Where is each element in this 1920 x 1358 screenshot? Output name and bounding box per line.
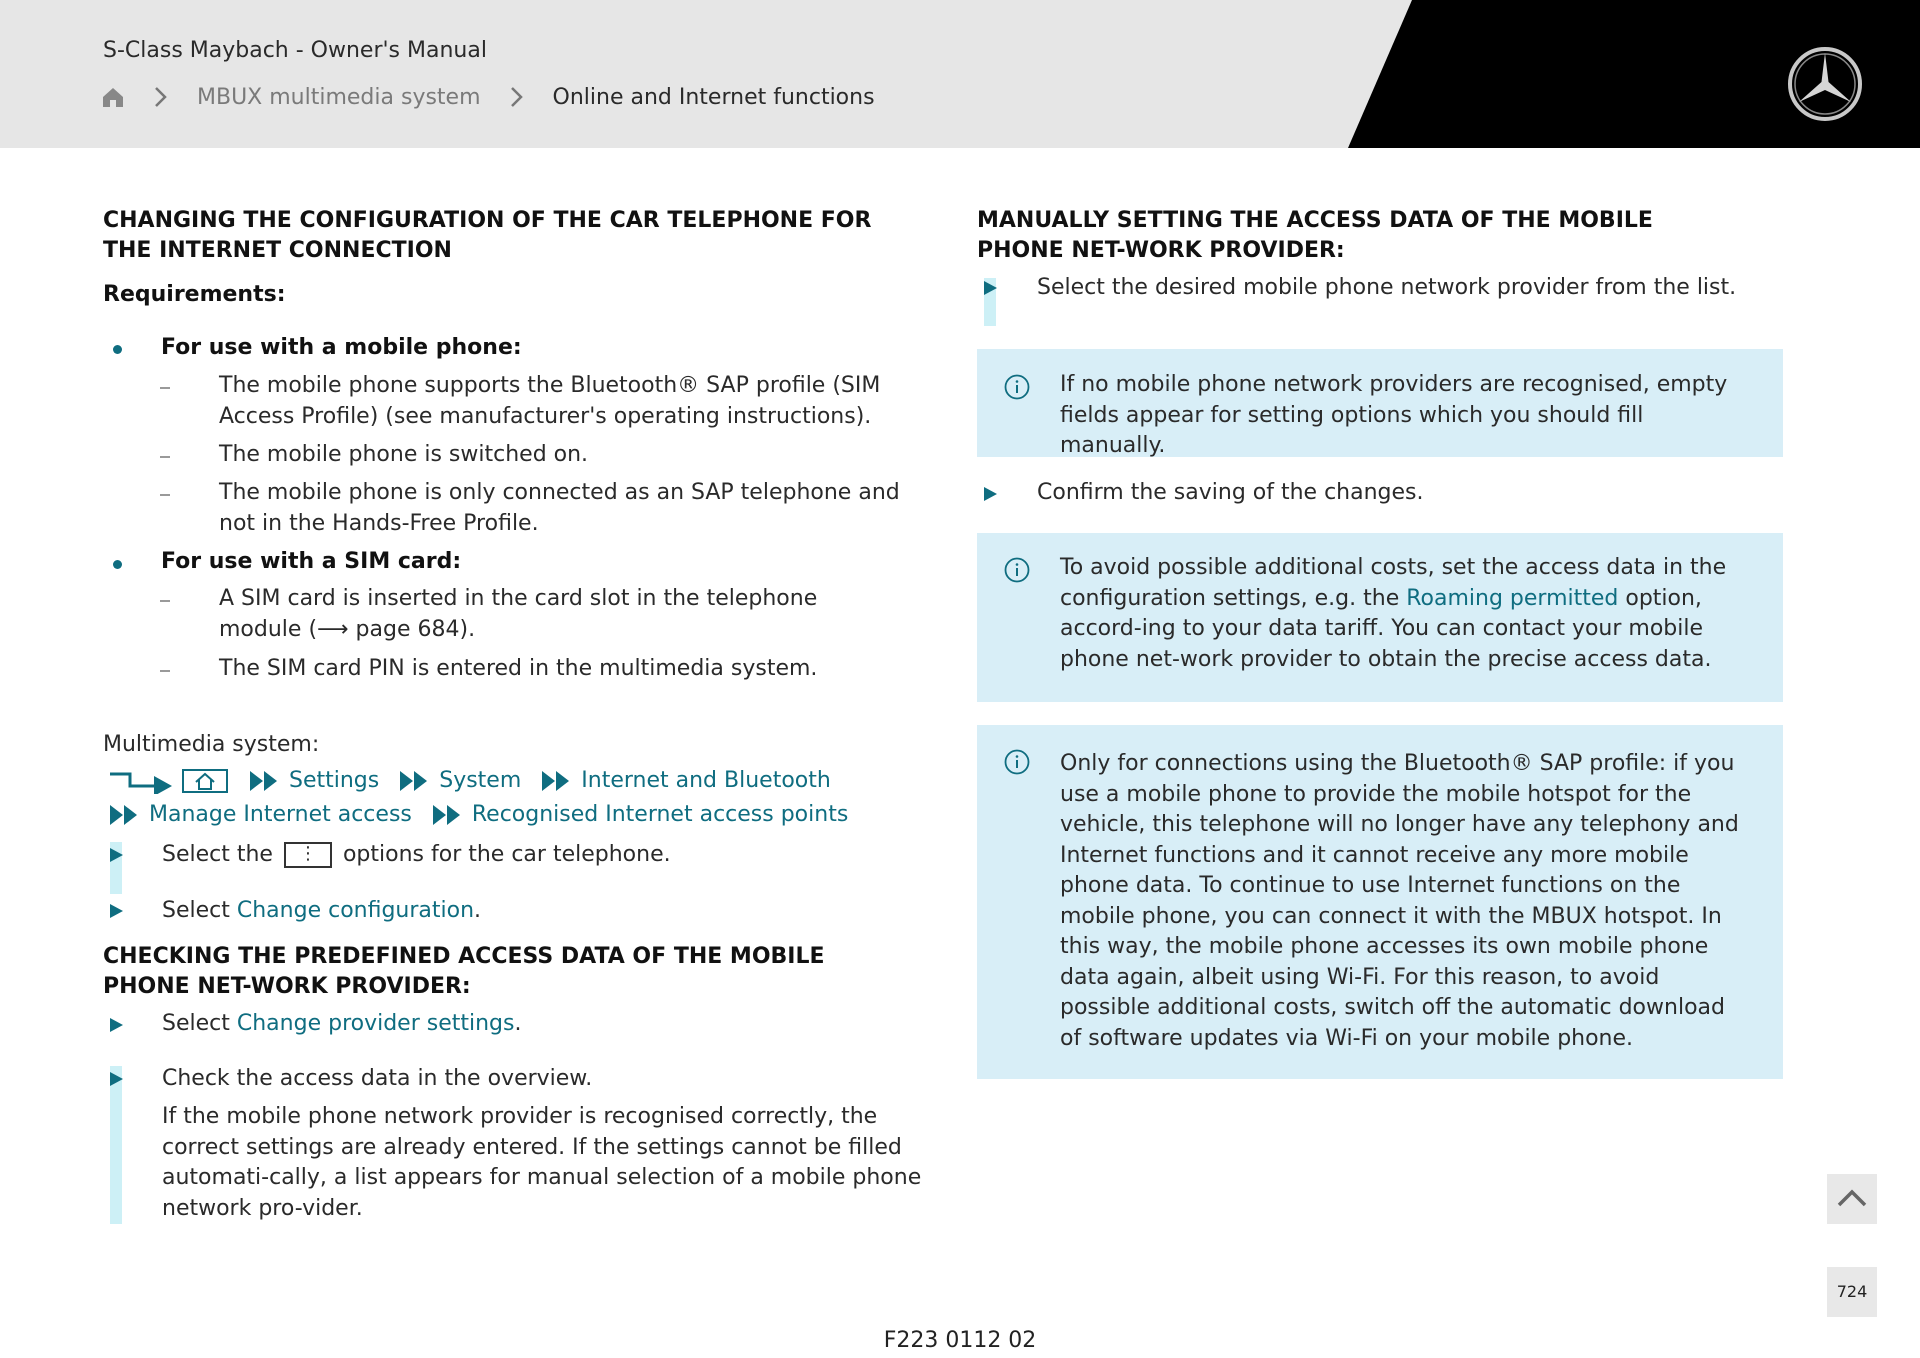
step-arrow-icon (110, 1018, 123, 1032)
fast-forward-icon (108, 803, 142, 827)
document-title: S-Class Maybach - Owner's Manual (103, 38, 487, 63)
step-text: Select the (162, 842, 273, 867)
fast-forward-icon (540, 769, 574, 793)
dash-marker (160, 670, 170, 672)
scroll-to-top-button[interactable] (1827, 1174, 1877, 1224)
multimedia-system-label: Multimedia system: (103, 732, 320, 757)
header-black-panel (0, 0, 1920, 148)
chevron-up-icon (1827, 1174, 1877, 1224)
roaming-permitted-link[interactable]: Roaming permitted (1406, 585, 1619, 611)
navigation-path-line2 (108, 800, 928, 831)
section-heading-manual: MANUALLY SETTING THE ACCESS DATA OF THE MOBILE PHONE NET-WORK PROVIDER: (977, 208, 1653, 263)
requirement-item: A SIM card is inserted in the card slot in the telephone module (⟶ page 684). (219, 586, 818, 642)
mercedes-star-icon (1787, 46, 1863, 122)
info-text: Only for connections using the Bluetooth® SAP profile: if you use a mobile phone to provide the mobile hotspot for the vehicle, this telephone will no longer have any telephony and Internet functions and it cannot receive any more mobile phone data. To continue to use Internet functions on the mobile phone, you can connect it with the MBUX hotspot. In this way, the mobile phone accesses its own mobile phone data again, albeit using Wi-Fi. For this reason, to avoid possible additional costs, switch off the automatic download of software updates via Wi-Fi on your mobile phone. (1060, 751, 1739, 1051)
requirement-item: The SIM card PIN is entered in the multimedia system. (219, 656, 818, 681)
step-check-access-data: Check the access data in the overview. (162, 1066, 593, 1091)
more-options-icon[interactable]: ⋮ (284, 842, 332, 868)
requirement-item: The mobile phone is only connected as an SAP telephone and not in the Hands-Free Profile. (219, 480, 900, 536)
step-arrow-icon (984, 281, 997, 295)
info-box-additional-costs (977, 533, 1783, 702)
info-text-part: option, accord-ing to your data tariff. You can contact your mobile phone net-work provider to obtain the precise access data. (1060, 585, 1712, 672)
step-bar (110, 1066, 122, 1224)
step-text: . (514, 1011, 522, 1036)
fast-forward-icon (398, 769, 432, 793)
info-box-empty-fields (977, 349, 1783, 457)
info-icon (1004, 749, 1030, 775)
info-text: If no mobile phone network providers are recognised, empty fields appear for setting options which you should fill manually. (1060, 372, 1728, 458)
section-heading-checking: CHECKING THE PREDEFINED ACCESS DATA OF THE MOBILE PHONE NET-WORK PROVIDER: (103, 944, 825, 999)
navigation-path (108, 766, 928, 797)
section-heading-config: CHANGING THE CONFIGURATION OF THE CAR TELEPHONE FOR THE INTERNET CONNECTION (103, 208, 872, 263)
requirement-item: The mobile phone is switched on. (219, 442, 589, 467)
step-arrow-icon (110, 1072, 123, 1086)
step-text: . (474, 898, 482, 923)
header-bar (0, 0, 1920, 148)
step-text: Select (162, 898, 237, 923)
path-item-system[interactable]: System (439, 768, 522, 793)
info-icon (1004, 557, 1030, 583)
path-start-arrow-icon (108, 768, 174, 794)
dash-marker (160, 494, 170, 496)
footer-code: F223 0112 02 (883, 1328, 1037, 1353)
step-text: Select (162, 1011, 237, 1036)
step-check-detail: If the mobile phone network provider is recognised correctly, the correct settings are already entered. If the settings cannot be filled automati-cally, a list appears for manual selection of a mobile phone network pro-vider. (162, 1104, 922, 1221)
info-text-part: To avoid possible additional costs, set the access data in the configuration settings, e.g. the (1060, 555, 1727, 611)
home-icon[interactable] (101, 85, 125, 109)
bullet-marker (113, 345, 122, 354)
info-box-hotspot (977, 725, 1783, 1079)
mobile-phone-label: For use with a mobile phone: (161, 335, 522, 360)
info-text (1060, 553, 1750, 675)
step-select-provider: Select the desired mobile phone network provider from the list. (1037, 275, 1737, 300)
bullet-marker (113, 560, 122, 569)
breadcrumb-item-current: Online and Internet functions (552, 84, 875, 110)
step-select-options (162, 840, 922, 871)
path-item-settings[interactable]: Settings (289, 768, 380, 793)
dash-marker (160, 600, 170, 602)
sim-card-label: For use with a SIM card: (161, 549, 462, 574)
breadcrumb (101, 80, 875, 114)
info-icon (1004, 374, 1030, 400)
step-arrow-icon (984, 487, 997, 501)
fast-forward-icon (431, 803, 465, 827)
chevron-right-icon (509, 85, 525, 109)
change-configuration-link[interactable]: Change configuration (236, 898, 475, 923)
requirement-item (219, 371, 919, 432)
step-arrow-icon (110, 848, 123, 862)
step-change-configuration (162, 896, 481, 927)
breadcrumb-item-mbux[interactable]: MBUX multimedia system (197, 84, 481, 110)
path-item-recognised-access-points[interactable]: Recognised Internet access points (471, 802, 849, 827)
path-item-internet-bluetooth[interactable]: Internet and Bluetooth (581, 768, 831, 793)
requirement-sap-text: The mobile phone supports the Bluetooth® SAP profile (SIM Access Profile) (see manufacturer's operating instructions). (219, 373, 881, 429)
home-button-icon[interactable] (181, 768, 229, 794)
step-confirm-saving: Confirm the saving of the changes. (1037, 480, 1424, 505)
dash-marker (160, 456, 170, 458)
step-arrow-icon (110, 904, 123, 918)
step-text: options for the car telephone. (342, 842, 671, 867)
page-number-badge[interactable]: 724 (1827, 1267, 1877, 1317)
step-change-provider-settings (162, 1009, 522, 1040)
chevron-right-icon (153, 85, 169, 109)
change-provider-settings-link[interactable]: Change provider settings (236, 1011, 515, 1036)
fast-forward-icon (248, 769, 282, 793)
path-item-manage-internet-access[interactable]: Manage Internet access (149, 802, 412, 827)
requirements-label: Requirements: (103, 282, 286, 307)
dash-marker (160, 387, 170, 389)
